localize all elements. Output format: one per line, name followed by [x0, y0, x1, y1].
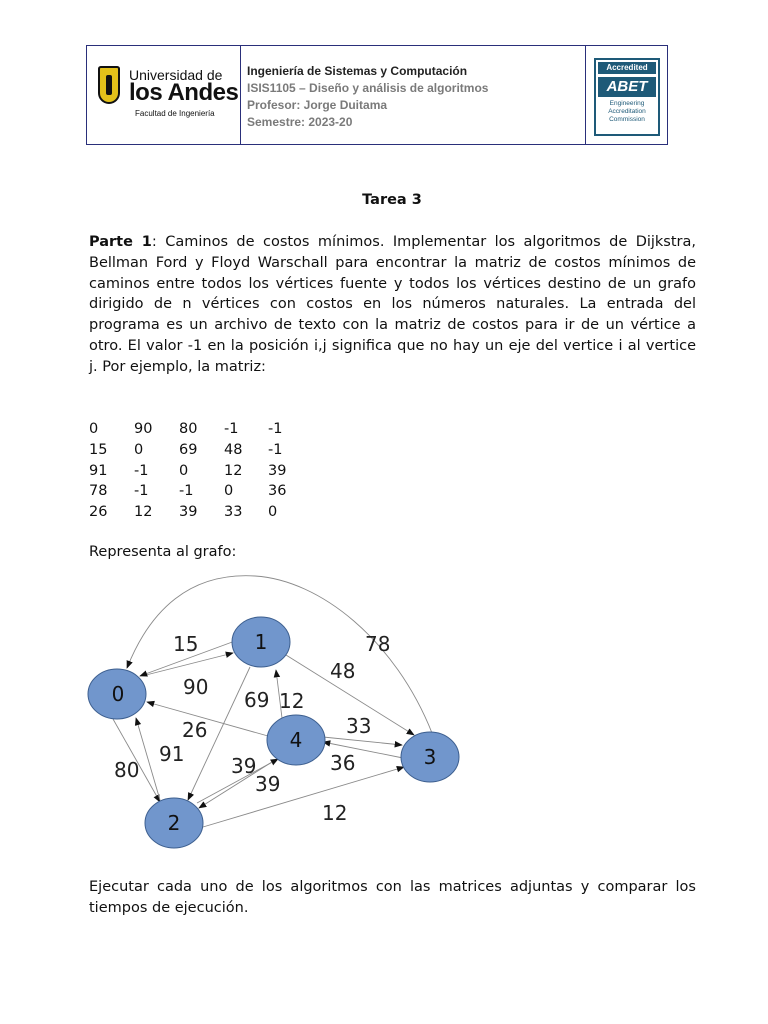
- abet-commission-line: Commission: [609, 116, 645, 123]
- matrix-row: [89, 419, 308, 440]
- matrix-cell: 0: [134, 441, 144, 458]
- matrix-row: [89, 502, 308, 523]
- abet-accredited: Accredited: [598, 62, 656, 74]
- edge-label: 80: [114, 758, 140, 782]
- matrix-cell: -1: [179, 483, 194, 500]
- course-name: ISIS1105 – Diseño y análisis de algoritmos: [247, 81, 489, 95]
- matrix-cell: 69: [179, 441, 198, 458]
- edge-label: 33: [346, 714, 372, 738]
- course-info: [241, 46, 586, 144]
- graph-node-label: 1: [254, 630, 268, 654]
- abet-name: ABET: [598, 77, 656, 97]
- matrix-row: [89, 440, 308, 461]
- edge-label: 15: [173, 632, 199, 656]
- edge-label: 90: [183, 675, 209, 699]
- university-logo: [87, 46, 241, 144]
- edge-0-1: [146, 653, 233, 675]
- matrix-cell: 36: [268, 483, 287, 500]
- closing-paragraph: Ejecutar cada uno de los algoritmos con las matrices adjuntas y comparar los tiempos de ejecución.: [89, 879, 696, 916]
- edge-2-0: [136, 718, 160, 800]
- graph-caption: Representa al grafo:: [89, 544, 237, 560]
- matrix-cell: 15: [89, 441, 108, 458]
- graph-node-label: 0: [111, 682, 125, 706]
- matrix-cell: 90: [134, 421, 153, 437]
- semester: Semestre: 2023-20: [247, 115, 353, 129]
- edge-label: 91: [159, 742, 185, 766]
- document-title: Tarea 3: [362, 192, 422, 208]
- matrix-cell: 0: [89, 421, 99, 437]
- abet-commission: [598, 100, 656, 124]
- matrix-cell: -1: [224, 421, 239, 437]
- university-name-line1: Universidad de: [129, 67, 223, 83]
- part1-label: Parte 1: [89, 234, 152, 250]
- matrix-cell: -1: [134, 483, 149, 500]
- part1-paragraph: [89, 232, 696, 378]
- edge-4-3: [323, 737, 402, 745]
- department: Ingeniería de Sistemas y Computación: [247, 64, 468, 78]
- edge-label: 69: [244, 688, 270, 712]
- matrix-cell: 12: [224, 462, 243, 479]
- matrix-cell: 12: [134, 504, 153, 521]
- matrix-cell: -1: [134, 462, 149, 479]
- matrix-cell: 80: [179, 421, 198, 437]
- shield-icon: [98, 66, 120, 104]
- edge-label: 12: [322, 801, 348, 825]
- abet-commission-line: Engineering: [609, 100, 645, 107]
- matrix-cell: 0: [179, 462, 189, 479]
- matrix-cell: -1: [268, 441, 283, 458]
- abet-logo: [586, 46, 667, 144]
- graph-node-label: 3: [423, 745, 437, 769]
- edge-label: 39: [231, 754, 257, 778]
- matrix-cell: 78: [89, 483, 108, 500]
- faculty-name: Facultad de Ingeniería: [135, 109, 215, 118]
- matrix-cell: 91: [89, 462, 108, 479]
- matrix-cell: 48: [224, 441, 243, 458]
- matrix-cell: 39: [179, 504, 198, 521]
- matrix-cell: 0: [224, 483, 234, 500]
- matrix-cell: 39: [268, 462, 287, 479]
- matrix-cell: 26: [89, 504, 108, 521]
- edge-label: 48: [330, 659, 356, 683]
- graph-node-label: 2: [167, 811, 181, 835]
- matrix-cell: -1: [268, 421, 283, 437]
- abet-commission-line: Accreditation: [608, 108, 646, 115]
- professor: Profesor: Jorge Duitama: [247, 98, 388, 112]
- edge-label: 12: [279, 689, 305, 713]
- edge-label: 78: [365, 632, 391, 656]
- university-name-line2: los Andes: [129, 79, 239, 106]
- matrix-row: [89, 481, 308, 502]
- part1-text: : Caminos de costos mínimos. Implementar los algoritmos de Dijkstra, Bellman Ford y Floyd Warschall para encontrar la matriz de costos mínimos de caminos entre todos los vértices fuente y todos los vértices destino de un grafo dirigido de n vértices con costos en los números naturales. La entrada del programa es un archivo de texto con la matriz de costos para ir de un vértice a otro. El valor -1 en la posición i,j significa que no hay un eje del vertice i al vertice j. Por ejemplo, la matriz:: [89, 234, 697, 375]
- edge-label: 36: [330, 751, 356, 775]
- graph-diagram: [80, 565, 480, 855]
- document-header: [86, 45, 668, 145]
- graph-node-label: 4: [289, 728, 303, 752]
- edge-label: 39: [255, 772, 281, 796]
- cost-matrix: [89, 419, 308, 523]
- matrix-row: [89, 461, 308, 482]
- matrix-cell: 33: [224, 504, 243, 521]
- abet-badge: [594, 58, 660, 136]
- matrix-cell: 0: [268, 504, 278, 521]
- edge-label: 26: [182, 718, 208, 742]
